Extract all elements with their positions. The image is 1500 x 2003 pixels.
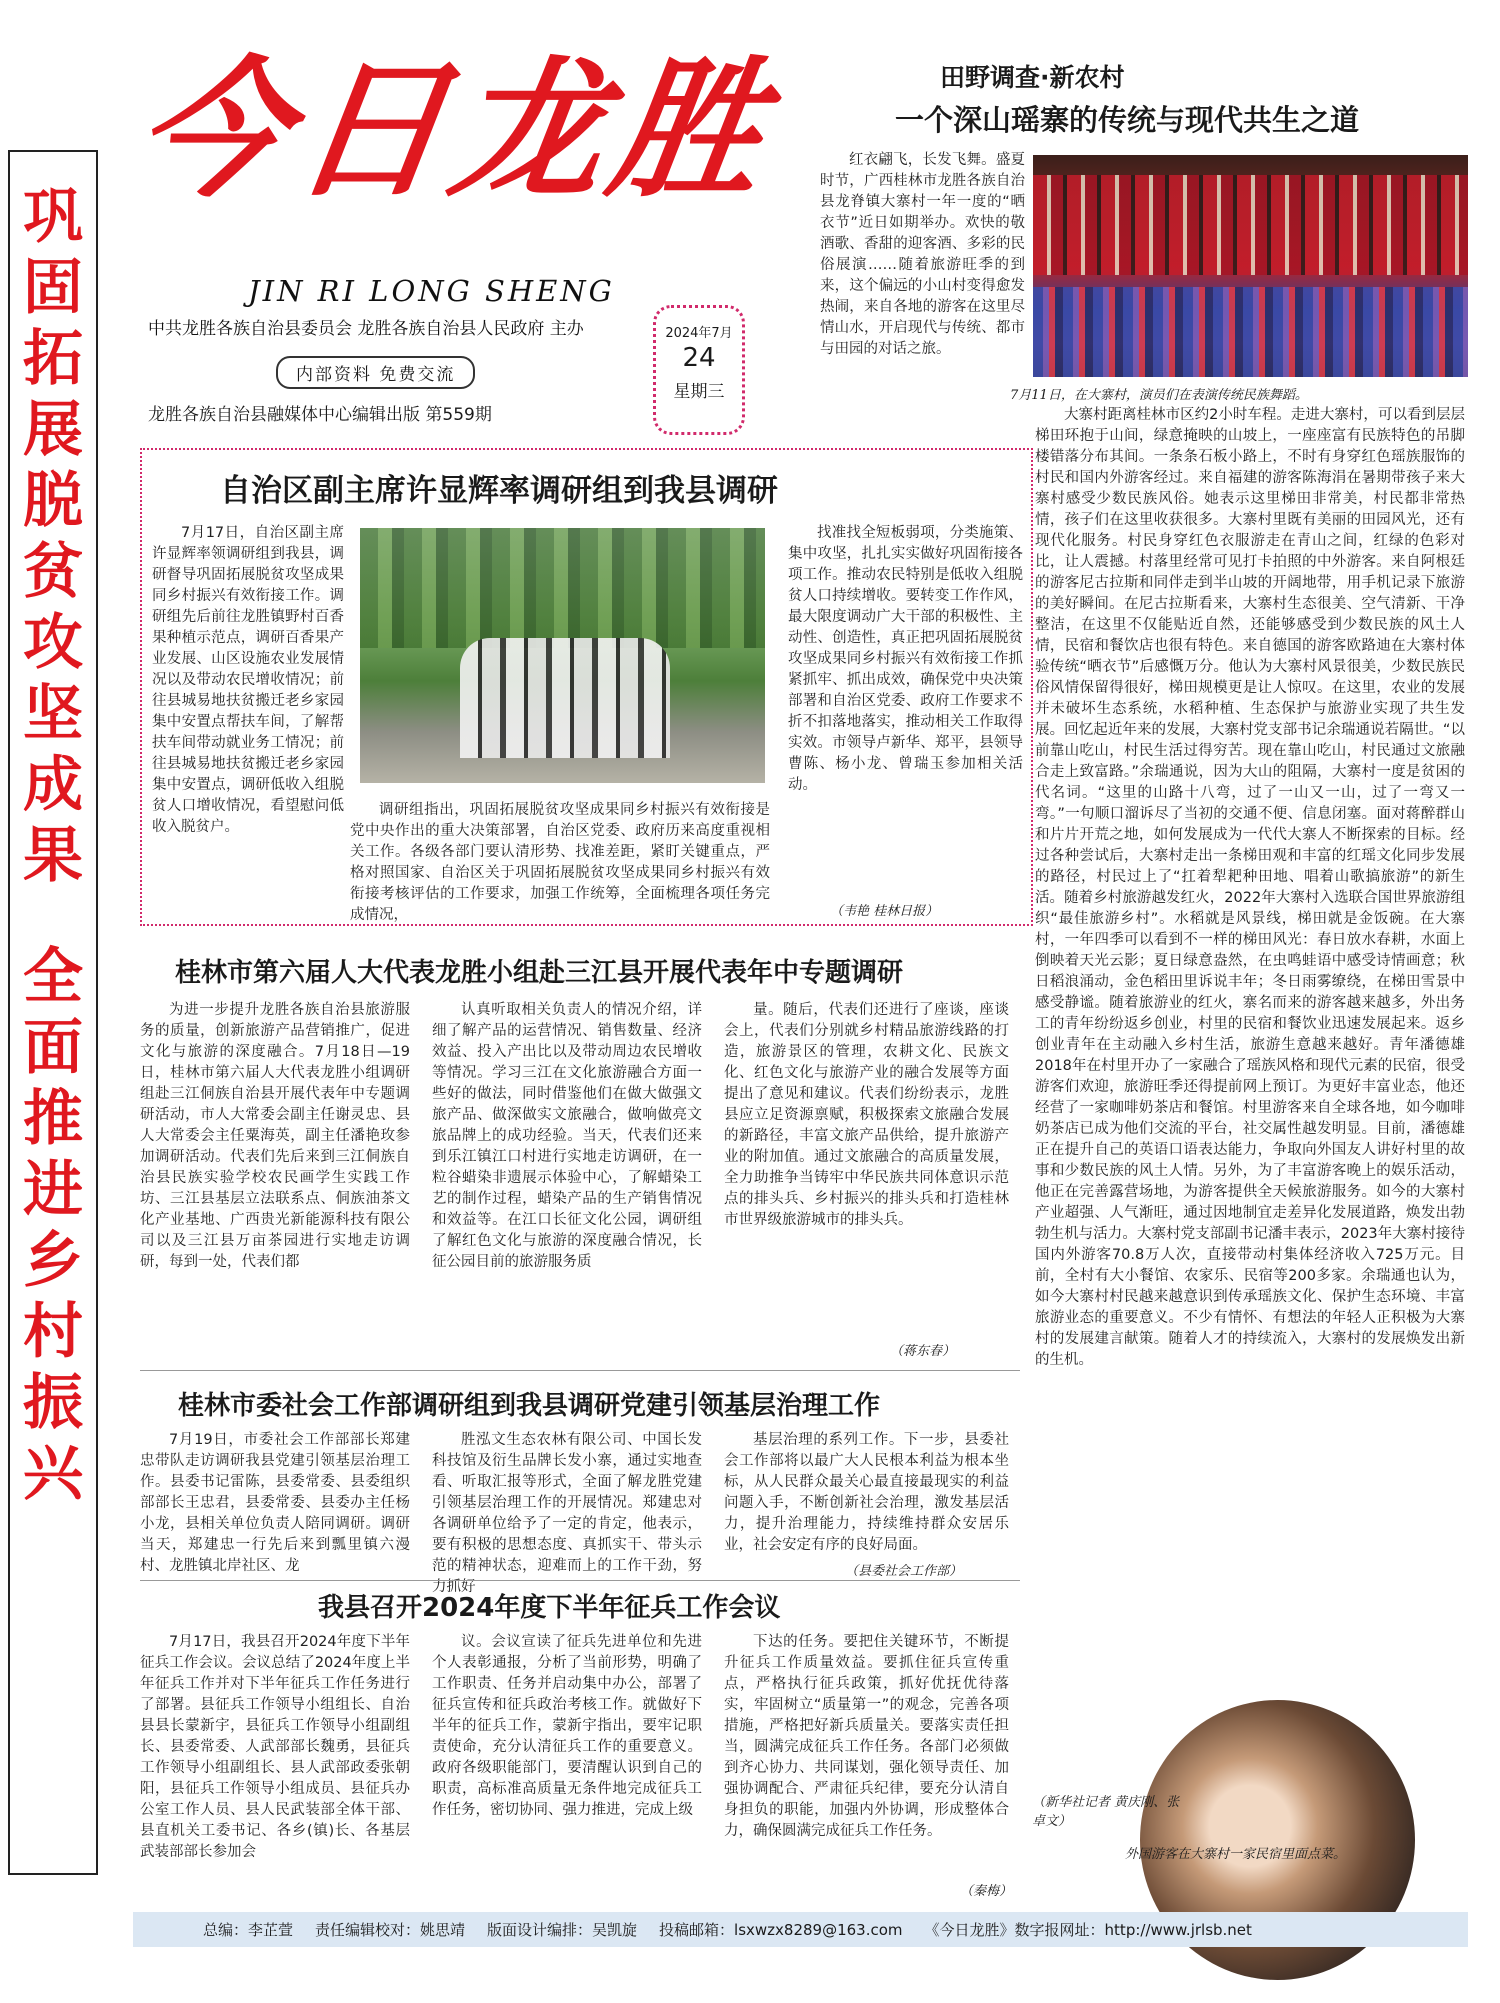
- issue-day: 24: [682, 343, 716, 373]
- section-divider: [140, 1580, 1020, 1581]
- slogan-char: 拓: [23, 324, 83, 394]
- top-story-body: 大寨村距离桂林市区约2小时车程。走进大寨村，可以看到层层梯田环抱于山间，绿意掩映的山坡上，一座座富有民族特色的吊脚楼错落分布其间。一条条石板小路上，不时有身穿红色瑶族服饰的村民和国内外游客经过。来自福建的游客陈海涓在暑期带孩子来大寨村感受少数民族风俗。她表示这里梯田非常美，村民都非常热情，孩子们在这里收获很多。大寨村里既有美丽的田园风光，还有现代化服务。村民身穿红色衣服游走在青山之间，红绿的色彩对比，让人震撼。村落里经常可见打卡拍照的中外游客。来自阿根廷的游客尼古拉斯和同伴走到半山坡的开阔地带，用手机记录下旅游的美好瞬间。在尼古拉斯看来，大寨村生态很美、空气清新、干净整洁，在这里不仅能贴近自然，还能够感受到少数民族的风土人情，民宿和餐饮店也很有特色。来自德国的游客欧路迪在大寨村体验传统“晒衣节”后感慨万分。他认为大寨村风景很美，少数民族民俗风情保留得很好，梯田规模更是让人惊叹。在这里，农业的发展并未破坏生态系统，水稻种植、生态保护与旅游业实现了共生发展。回忆起近年来的发展，大寨村党支部书记余瑞通说若隔世。“以前靠山吃山，村民生活过得穷苦。现在靠山吃山，村民通过文旅融合走上致富路。”余瑞通说，因为大山的阻隔，大寨村一度是贫困的代名词。“这里的山路十八弯，过了一山又一山，过了一弯又一弯。”一句顺口溜诉尽了当初的交通不便、信息闭塞。面对蒋醉群山和片片开荒之地，如何发展成为一代代大寨人不断探索的目标。经过各种尝试后，大寨村走出一条梯田观和丰富的红瑶文化同步发展的路径，村民过上了“扛着犁耙种田地、唱着山歌搞旅游”的新生活。随着乡村旅游越发红火，2022年大寨村入选联合国世界旅游组织“最佳旅游乡村”。水稻就是风景线，梯田就是金饭碗。在大寨村，一年四季可以看到不一样的梯田风光：春日放水春耕，水面上倒映着天光云影；夏日绿意盎然，在虫鸣蛙语中感受诗情画意；秋日稻浪涌动，金色稻田里诉说丰年；冬日雨雾缭绕，在梯田雪景中感受静谧。随着旅游业的红火，寨名而来的游客越来越多，外出务工的青年纷纷返乡创业，村里的民宿和餐饮业迅速发展起来。返乡创业青年在主动融入乡村生活，旅游生意越来越好。青年潘德雄2018年在村里开办了一家融合了瑶族风格和现代元素的民宿，很受游客们欢迎，旅游旺季还得提前网上预订。为更好丰富业态，他还经营了一家咖啡奶茶店和餐馆。村里游客来自全球各地，如今咖啡奶茶店已成为他们交流的平台，社交属性越发明显。目前，潘德雄正在提升自己的英语口语表达能力，争取向外国友人讲好村里的故事和少数民族的风土人情。另外，为了丰富游客晚上的娱乐活动，他正在完善露营场地，为游客提供全天候旅游服务。如今的大寨村产业超强、人气渐旺，通过因地制宜走差异化发展道路，焕发出勃勃生机与活力。大寨村党支部副书记潘丰表示，2023年大寨村接待国内外游客70.8万人次，直接带动村集体经济收入725万元。目前，全村有大小餐馆、农家乐、民宿等200多家。余瑞通也认为，如今大寨村村民越来越意识到传承瑶族文化、保护生态环境、丰富旅游业态的重要意义。不少有情怀、有想法的年轻人正积极为大寨村的发展建言献策。随着人才的持续流入，大寨村的发展焕发出新的生机。: [1035, 407, 1465, 1368]
- slogan-char: 进: [23, 1155, 83, 1225]
- publisher-line: 龙胜各族自治县融媒体中心编辑出版 第559期: [148, 405, 492, 425]
- top-story-kicker: 田野调查·新农村: [940, 63, 1125, 92]
- slogan-char: 振: [23, 1368, 83, 1438]
- story4-col3: 下达的任务。要把住关键环节，不断提升征兵工作质量效益。要抓住征兵宣传重点，严格执行征兵政策，抓好优抚优待落实，牢固树立“质量第一”的观念，完善各项措施，严格把好新兵质量关。要落实责任担当，圆满完成征兵工作任务。各部门必须做到齐心协力、共同谋划，强化领导责任、加强协调配合、严肃征兵纪律，要充分认清自身担负的职能，加强内外协调，形成整体合力，确保圆满完成征兵工作任务。: [724, 1634, 1009, 1839]
- lead-story-col1: 7月17日，自治区副主席许显辉率领调研组到我县，调研督导巩固拓展脱贫攻坚成果同乡村振兴有效衔接工作。调研组先后前往龙胜镇野村百香果种植示范点，调研百香果产业发展、山区设施农业发展情况以及带动农民增收情况；前往县城易地扶贫搬迁老乡家园集中安置点帮扶车间，了解帮扶车间带动就业务工情况；前往县城易地扶贫搬迁老乡家园集中安置点，调研低收入组脱贫人口增收情况，看望慰问低收入脱贫户。: [152, 525, 344, 835]
- lead-story-credit: （韦艳 桂林日报）: [830, 904, 939, 919]
- lead-story-headline: 自治区副主席许显辉率调研组到我县调研: [220, 473, 778, 509]
- slogan-char: 坚: [23, 679, 83, 749]
- story4-col2: 议。会议宣读了征兵先进单位和先进个人表彰通报，分析了当前形势，明确了工作职责、任务并启动集中办公，部署了征兵宣传和征兵政治考核工作。就做好下半年的征兵工作，蒙新宇指出，要牢记职责使命，充分认清征兵工作的重要意义。政府各级职能部门，要清醒认识到自己的职责，高标准高质量无条件地完成征兵工作任务，密切协同、强力推进，完成上级: [432, 1634, 702, 1818]
- story2-col1: 为进一步提升龙胜各族自治县旅游服务的质量，创新旅游产品营销推广，促进文化与旅游的深度融合。7月18日—19日，桂林市第六届人大代表龙胜小组调研组赴三江侗族自治县开展代表年中专题调研活动，市人大常委会副主任谢灵忠、县人大常委会主任粟海英，副主任潘艳玫参加调研活动。代表们先后来到三江侗族自治县民族实验学校农民画学生实践工作坊、三江县基层立法联系点、侗族油茶文化产业基地、广西贵光新能源科技有限公司以及三江县万亩茶园进行实地走访调研，每到一处，代表们都: [140, 1002, 410, 1270]
- inspection-photo: [360, 528, 765, 783]
- guest-photo-caption: 外国游客在大寨村一家民宿里面点菜。: [1125, 1847, 1347, 1862]
- slogan-char: 展: [23, 395, 83, 465]
- issue-weekday: 星期三: [673, 382, 725, 402]
- side-slogan: [8, 150, 98, 1875]
- slogan-char: 固: [23, 253, 83, 323]
- slogan-char: 面: [23, 1013, 83, 1083]
- footer-design: 版面设计编排：吴凯旋: [487, 1921, 638, 1939]
- story4-credit: （秦梅）: [960, 1884, 1013, 1899]
- dance-performance-photo: [1033, 155, 1468, 377]
- story2-credit: （蒋东春）: [890, 1344, 956, 1359]
- issue-date-box: [653, 305, 745, 435]
- lead-story-col3: 找准找全短板弱项，分类施策、集中攻坚，扎扎实实做好巩固衔接各项工作。推动农民特别是低收入组脱贫人口持续增收。要转变工作作风，最大限度调动广大干部的积极性、主动性、创造性，真正把巩固拓展脱贫攻坚成果同乡村振兴有效衔接工作抓紧抓牢、抓出成效，确保党中央决策部署和自治区党委、政府工作要求不折不扣落地落实，推动相关工作取得实效。市领导卢新华、郑平，县领导曹陈、杨小龙、曾瑞玉参加相关活动。: [788, 525, 1023, 793]
- masthead-pinyin: JIN RI LONG SHENG: [248, 274, 615, 308]
- slogan-char: 成: [23, 750, 83, 820]
- lead-story-col2: 调研组指出，巩固拓展脱贫攻坚成果同乡村振兴有效衔接是党中央作出的重大决策部署，自治区党委、政府历来高度重视相关工作。各级各部门要认清形势、找准差距，紧盯关键重点，严格对照国家、自治区关于巩固拓展脱贫攻坚成果同乡村振兴有效衔接考核评估的工作要求，加强工作统筹，全面梳理各项任务完成情况，: [350, 802, 770, 923]
- footer-proof: 责任编辑校对：姚思靖: [315, 1921, 466, 1939]
- masthead: [125, 40, 783, 280]
- story2-col2: 认真听取相关负责人的情况介绍，详细了解产品的运营情况、销售数量、经济效益、投入产出比以及带动周边农民增收等情况。学习三江在文化旅游融合方面一些好的做法，同时借鉴他们在做大做强文旅产品、做深做实文旅融合，做响做亮文旅品牌上的成功经验。当天，代表们还来到乐江镇江口村进行实地走访调研，在一粒谷蜡染非遗展示体验中心，了解蜡染工艺的制作过程，蜡染产品的生产销售情况和效益等。在江口长征文化公园，调研组了解红色文化与旅游的深度融合情况，长征公园目前的旅游服务质: [432, 1002, 702, 1270]
- slogan-char: 乡: [23, 1226, 83, 1296]
- top-story-intro: 红衣翩飞，长发飞舞。盛夏时节，广西桂林市龙胜各族自治县龙脊镇大寨村一年一度的“晒衣节”近日如期举办。欢快的敬酒歌、香甜的迎客酒、多彩的民俗展演……随着旅游旺季的到来，这个偏远的小山村变得愈发热闹，来自各地的游客在这里尽情山水，开启现代与传统、都市与田园的对话之旅。: [820, 152, 1025, 357]
- dance-photo-caption: 7月11日，在大寨村，演员们在表演传统民族舞蹈。: [1010, 388, 1308, 403]
- story2-headline: 桂林市第六届人大代表龙胜小组赴三江县开展代表年中专题调研: [175, 958, 904, 988]
- story3-col1: 7月19日，市委社会工作部部长郑建忠带队走访调研我县党建引领基层治理工作。县委书记雷陈，县委常委、县委组织部部长王忠君，县委常委、县委办主任杨小龙，县相关单位负责人陪同调研。调研当天，郑建忠一行先后来到瓢里镇六漫村、龙胜镇北岸社区、龙: [140, 1432, 410, 1574]
- story3-col2: 胜泓文生态农林有限公司、中国长发科技馆及衍生品牌长发小寨，通过实地查看、听取汇报等形式，全面了解龙胜党建引领基层治理工作的开展情况。郑建忠对各调研单位给予了一定的肯定，他表示，要有积极的思想态度、真抓实干、带头示范的精神状态，迎难而上的工作干劲，努力抓好: [432, 1432, 702, 1595]
- slogan-char: 村: [23, 1297, 83, 1367]
- story4-col1: 7月17日，我县召开2024年度下半年征兵工作会议。会议总结了2024年度上半年征兵工作并对下半年征兵工作任务进行了部署。县征兵工作领导小组组长、自治县县长蒙新宇，县征兵工作领导小组副组长、县委常委、人武部部长魏勇，县征兵工作领导小组副组长、县人武部政委张朝阳，县征兵工作领导小组成员、县征兵办公室工作人员、县人民武装部全体干部、县直机关工委书记、各乡(镇)长、各基层武装部部长参加会: [140, 1634, 410, 1860]
- free-distribution-stamp: 内部资料 免费交流: [276, 356, 475, 389]
- newspaper-logo: 今日龙胜: [125, 42, 783, 218]
- top-story-title: 一个深山瑶寨的传统与现代共生之道: [895, 103, 1360, 137]
- story3-headline: 桂林市委社会工作部调研组到我县调研党建引领基层治理工作: [178, 1391, 881, 1421]
- section-divider: [140, 1370, 1020, 1371]
- slogan-char: 兴: [23, 1439, 83, 1509]
- footer-bar: [133, 1912, 1468, 1947]
- slogan-char: 攻: [23, 608, 83, 678]
- slogan-char: 全: [23, 942, 83, 1012]
- story3-col3: 基层治理的系列工作。下一步，县委社会工作部将以最广大人民根本利益为根本坐标，从人民群众最关心最直接最现实的利益问题入手，不断创新社会治理，激发基层活力，提升治理能力，持续维持群众安居乐业，社会安定有序的良好局面。: [724, 1432, 1009, 1553]
- story3-credit: （县委社会工作部）: [845, 1564, 963, 1579]
- masthead-sponsor: 中共龙胜各族自治县委员会 龙胜各族自治县人民政府 主办: [148, 319, 584, 339]
- story4-headline: 我县召开2024年度下半年征兵工作会议: [318, 1593, 781, 1623]
- slogan-char: 脱: [23, 466, 83, 536]
- footer-editor: 总编：李芷萱: [203, 1921, 294, 1939]
- story2-col3: 量。随后，代表们还进行了座谈，座谈会上，代表们分别就乡村精品旅游线路的打造，旅游景区的管理，农耕文化、民族文化、红色文化与旅游产业的融合发展等方面提出了意见和建议。代表们纷纷表示，龙胜县应立足资源禀赋，积极探索文旅融合发展的新路径，丰富文旅产品供给，提升旅游产业的附加值。通过文旅融合的高质量发展，全力助推争当铸牢中华民族共同体意识示范点的排头兵、乡村振兴的排头兵和打造桂林市世界级旅游城市的排头兵。: [724, 1002, 1009, 1228]
- slogan-char: 贫: [23, 537, 83, 607]
- top-story-credit: （新华社记者 黄庆刚、张卓文）: [1032, 1795, 1180, 1829]
- footer-website[interactable]: 《今日龙胜》数字报网址：http://www.jrlsb.net: [924, 1921, 1252, 1939]
- slogan-char: 推: [23, 1084, 83, 1154]
- slogan-char: 果: [23, 821, 83, 891]
- footer-email[interactable]: 投稿邮箱：lsxwzx8289@163.com: [659, 1921, 903, 1939]
- issue-month: 2024年7月: [665, 326, 733, 341]
- slogan-char: 巩: [23, 182, 83, 252]
